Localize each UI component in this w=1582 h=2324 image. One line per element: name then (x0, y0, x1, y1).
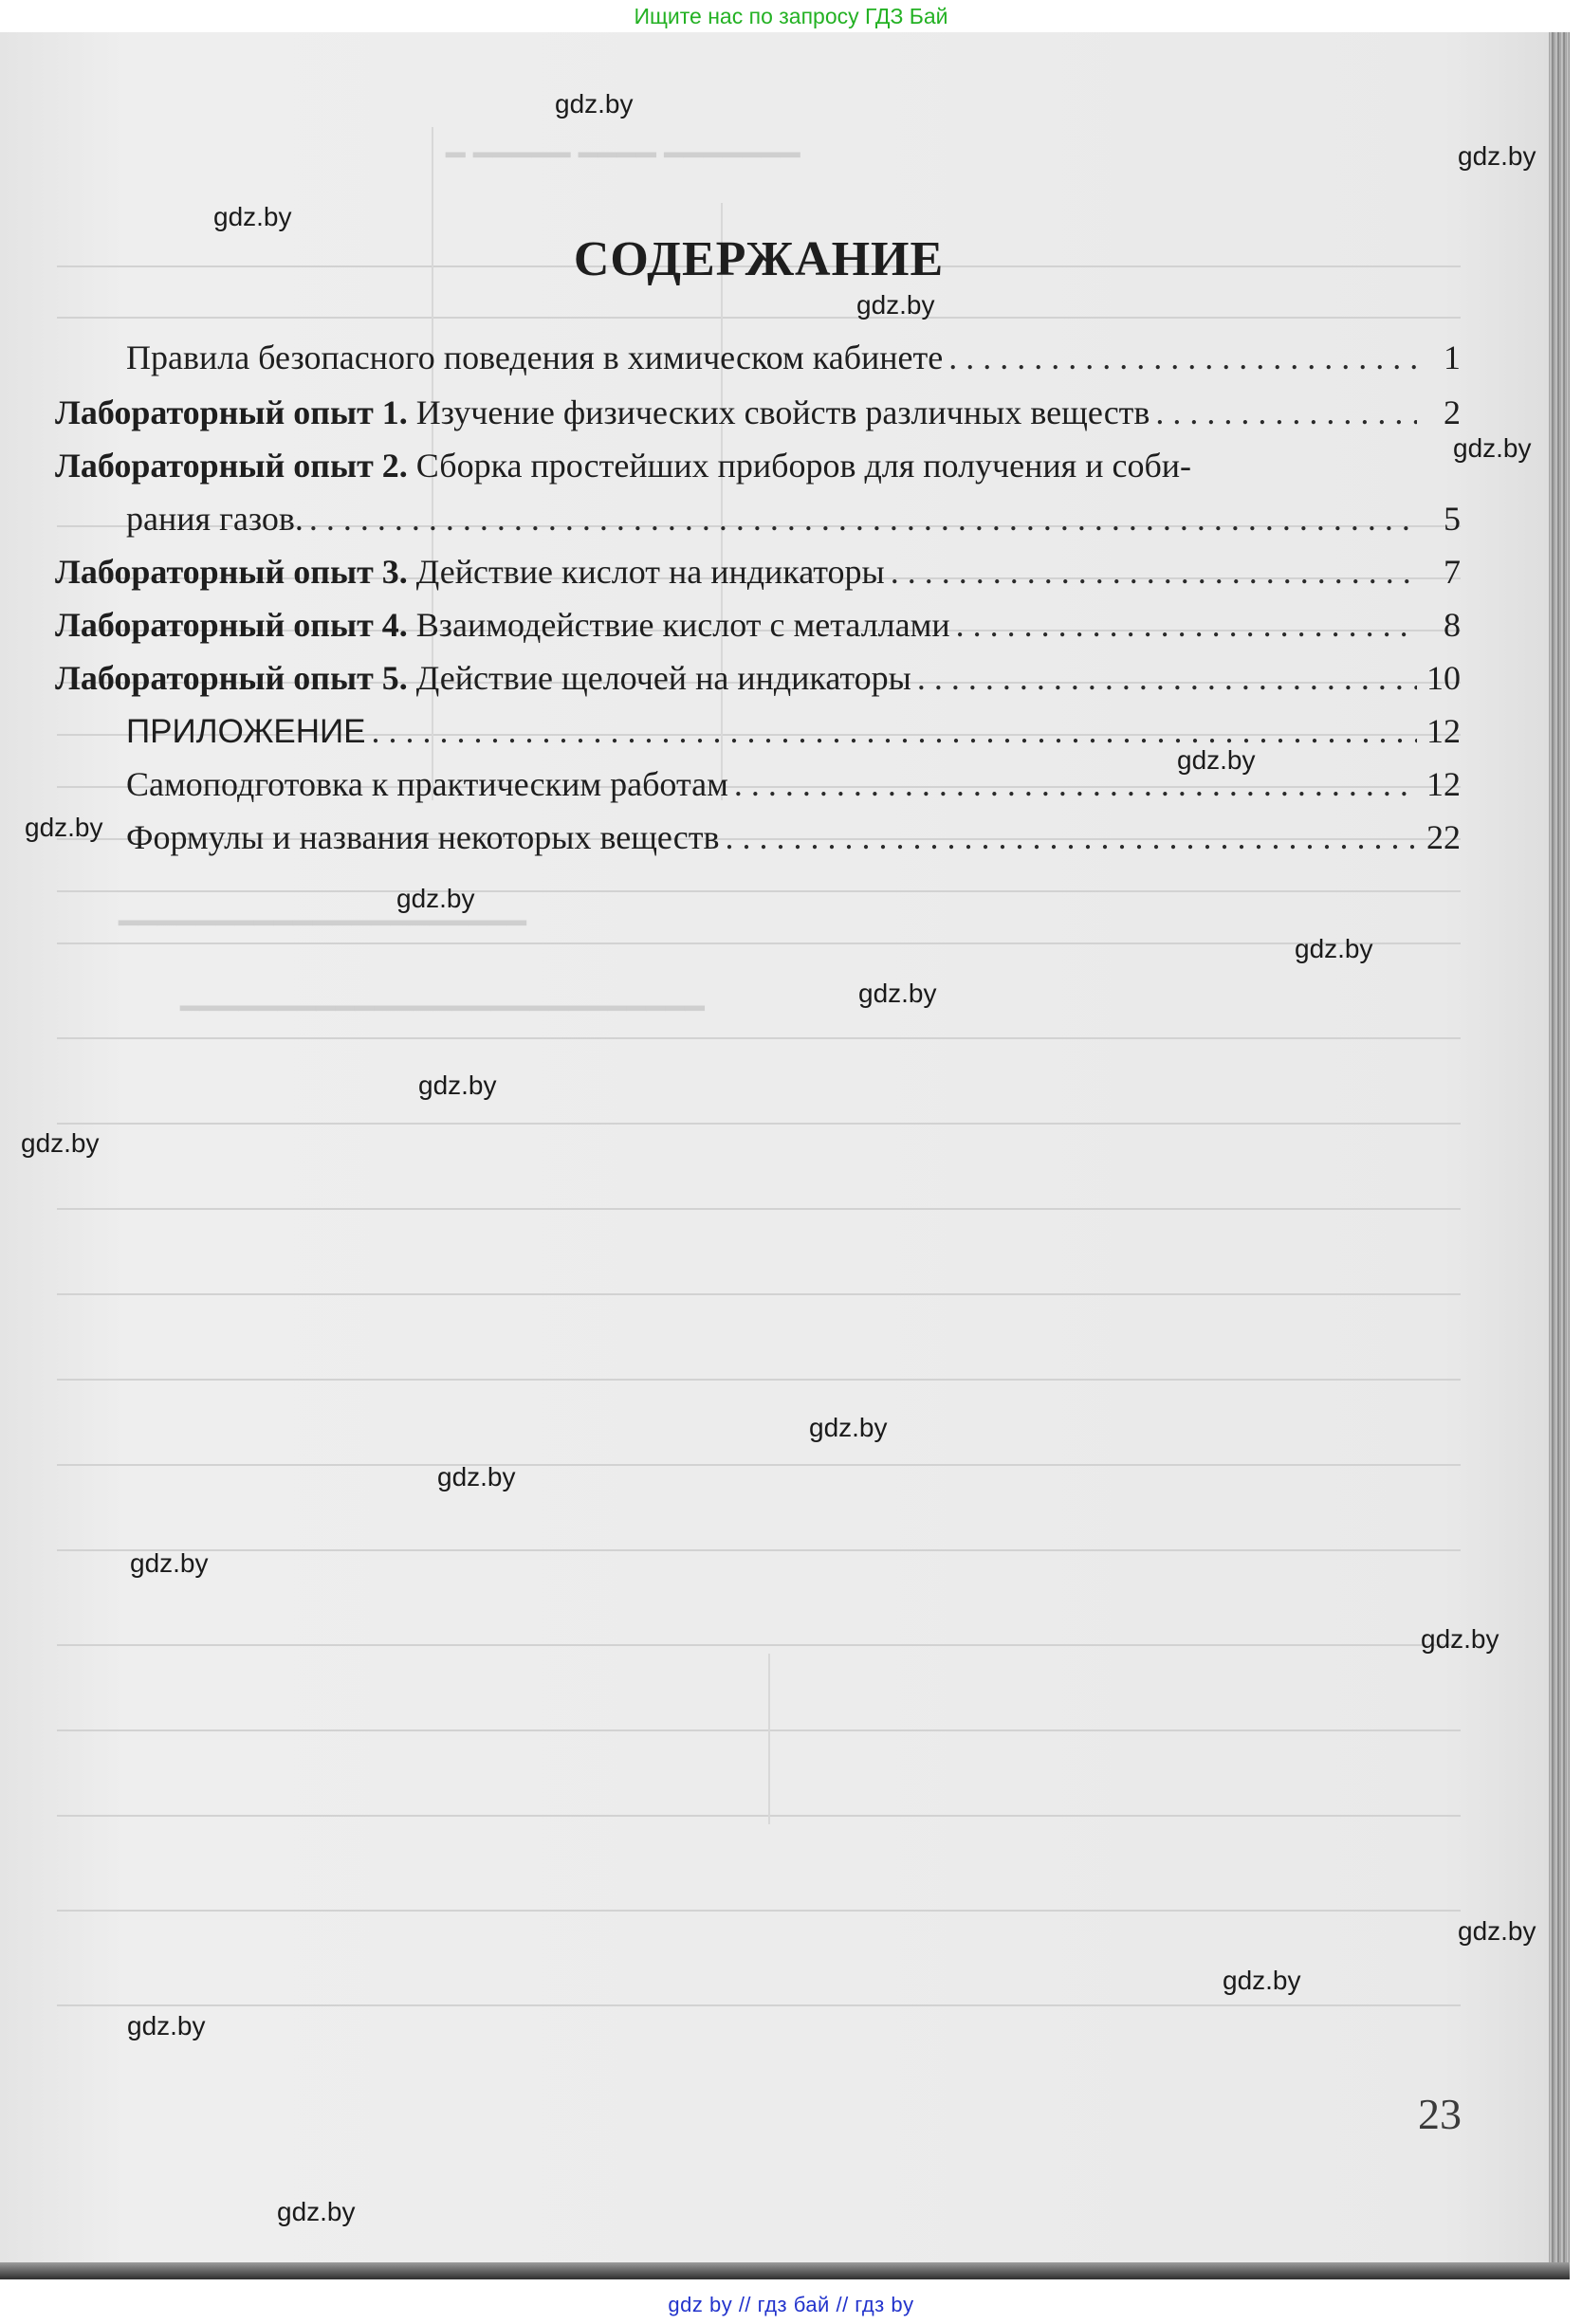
page-title: СОДЕРЖАНИЕ (573, 232, 945, 286)
ruled-line (57, 1123, 1461, 1125)
watermark: gdz.by (437, 1462, 516, 1491)
watermark: gdz.by (1458, 141, 1536, 171)
toc-line (55, 552, 1461, 599)
toc-entry-continuation: рания газов. (126, 500, 304, 538)
watermark: gdz.by (1223, 1966, 1301, 1995)
toc-leader-dots (948, 338, 1417, 377)
toc-entry-prefix: Лабораторный опыт 4. (55, 606, 408, 644)
top-banner[interactable]: Ищите нас по запросу ГДЗ Бай (0, 0, 1582, 32)
ruled-line (57, 942, 1461, 944)
page-number: 23 (1418, 2090, 1462, 2138)
toc-entry-label[interactable] (55, 446, 1191, 485)
toc-page-number: 8 (1444, 606, 1461, 644)
ruled-line (57, 2004, 1461, 2006)
toc-entry[interactable] (0, 338, 1461, 385)
ghost-text: ━ ━━━━━ ━━━━ ━━━━━━━ (446, 138, 800, 174)
toc-line (55, 658, 1461, 705)
ruled-line (57, 1549, 1461, 1551)
ruled-line (57, 1910, 1461, 1912)
toc-page-number: 5 (1444, 500, 1461, 538)
watermark: gdz.by (25, 813, 103, 842)
toc-entry[interactable] (0, 552, 1461, 599)
toc-entry-title: Действие щелочей на индикаторы (407, 659, 911, 697)
toc-entry-label: Правила безопасного поведения в химическом кабинете (126, 339, 944, 376)
toc-leader-dots (917, 658, 1417, 698)
watermark: gdz.by (277, 2197, 356, 2226)
ruled-line (57, 1037, 1461, 1039)
ruled-line (57, 1644, 1461, 1646)
ghost-text: ━━━━━━━━━━━━━━━━━━━━━━━━━━━ (180, 992, 705, 1027)
watermark: gdz.by (1177, 745, 1256, 775)
toc-entry-title: Взаимодействие кислот с металлами (407, 606, 950, 644)
bottom-banner[interactable]: gdz by // гдз бай // гдз by (0, 2285, 1582, 2324)
toc-entry-label: Формулы и названия некоторых веществ (126, 818, 720, 856)
toc-page-number: 10 (1426, 659, 1461, 697)
watermark: gdz.by (130, 1548, 209, 1578)
toc-entry-prefix: Лабораторный опыт 2. (55, 447, 408, 485)
ruled-line (57, 1379, 1461, 1381)
toc-line (126, 499, 1461, 546)
ghost-table-divider (768, 1654, 770, 1824)
toc-entry-label (55, 552, 885, 592)
watermark: gdz.by (21, 1128, 100, 1158)
toc-entry-label: Самоподготовка к практическим работам (126, 765, 728, 803)
toc-page-number: 22 (1426, 818, 1461, 856)
toc-line (126, 817, 1461, 865)
toc-leader-dots (956, 605, 1417, 645)
watermark: gdz.by (555, 89, 634, 119)
toc-page-number: 1 (1444, 339, 1461, 376)
toc-line (126, 711, 1461, 759)
ruled-line (57, 1729, 1461, 1731)
toc-entry-title: Изучение физических свойств различных веществ (407, 393, 1150, 431)
toc-leader-dots (726, 817, 1417, 857)
watermark: gdz.by (809, 1413, 888, 1442)
ruled-line (57, 1293, 1461, 1295)
toc-line (126, 338, 1461, 385)
watermark: gdz.by (1453, 433, 1532, 463)
toc-line (55, 605, 1461, 652)
watermark: gdz.by (127, 2011, 206, 2040)
toc-page-number: 2 (1444, 393, 1461, 431)
toc-entry-label (55, 658, 911, 698)
toc-leader-dots (734, 764, 1417, 804)
page-binding-edge (1549, 32, 1570, 2279)
toc-entry-title: Сборка простейших приборов для получения и соби- (407, 447, 1192, 485)
toc-entry[interactable] (0, 658, 1461, 705)
ruled-line (57, 890, 1461, 892)
toc-entry-label (55, 605, 950, 645)
toc-entry[interactable] (0, 605, 1461, 652)
toc-entry[interactable] (0, 393, 1461, 440)
toc-leader-dots (372, 711, 1417, 751)
toc-entry-prefix: Лабораторный опыт 5. (55, 659, 408, 697)
toc-page-number: 7 (1444, 553, 1461, 591)
toc-leader-dots (1155, 393, 1417, 432)
watermark: gdz.by (1421, 1624, 1499, 1654)
toc-entry-prefix: Лабораторный опыт 3. (55, 553, 408, 591)
watermark: gdz.by (396, 884, 475, 913)
watermark: gdz.by (1458, 1916, 1536, 1946)
watermark: gdz.by (213, 202, 292, 231)
toc-page-number: 12 (1426, 765, 1461, 803)
toc-entry-prefix: Лабораторный опыт 1. (55, 393, 408, 431)
toc-entry-label: ПРИЛОЖЕНИЕ (126, 713, 366, 750)
watermark: gdz.by (856, 290, 935, 320)
watermark: gdz.by (418, 1071, 497, 1100)
watermark: gdz.by (1295, 934, 1373, 963)
ruled-line (57, 1208, 1461, 1210)
ruled-line (57, 1464, 1461, 1466)
toc-page-number: 12 (1426, 712, 1461, 750)
ruled-line (57, 317, 1461, 319)
toc-entry[interactable] (0, 499, 1461, 546)
toc-entry[interactable] (0, 817, 1461, 865)
ghost-text: ━━━━━━━━━━━━━━━━━━━━━ (119, 906, 526, 942)
page-bottom-edge (0, 2262, 1570, 2279)
toc-entry-title: Действие кислот на индикаторы (407, 553, 885, 591)
watermark: gdz.by (858, 979, 937, 1008)
toc-line (55, 393, 1461, 440)
toc-entry-label (55, 393, 1150, 432)
toc-line (126, 764, 1461, 812)
toc-leader-dots (309, 499, 1417, 539)
ruled-line (57, 1815, 1461, 1817)
toc-leader-dots (891, 552, 1417, 592)
